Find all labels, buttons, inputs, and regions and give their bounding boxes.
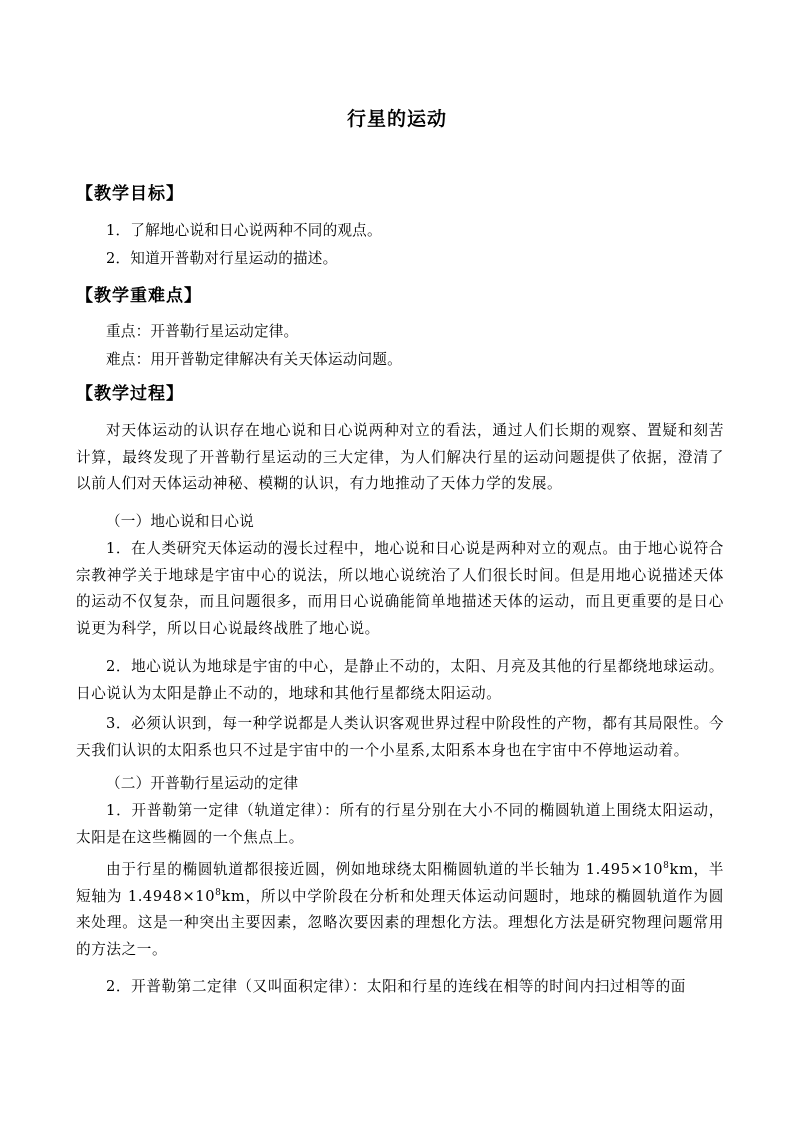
part2-heading: （二）开普勒行星运动的定律 <box>106 775 299 792</box>
goal-item-2: 2．知道开普勒对行星运动的描述。 <box>106 250 338 267</box>
orbit-exponent-1: 8 <box>663 861 670 871</box>
part1-paragraph-3: 3．必须认识到，每一种学说都是人类认识客观世界过程中阶段性的产物，都有其局限性。今天我们认识的太阳系也只不过是宇宙中的一个小星系,太阳系本身也在宇宙中不停地运动着。 <box>76 715 724 759</box>
difficulty-point: 难点：用开普勒定律解决有关天体运动问题。 <box>106 351 402 368</box>
orbit-text-b: km，半短轴为 1.4948×10 <box>76 861 724 905</box>
orbit-paragraph <box>76 857 724 963</box>
process-intro: 对天体运动的认识存在地心说和日心说两种对立的看法，通过人们长期的观察、置疑和刻苦计算，最终发现了开普勒行星运动的三大定律，为人们解决行星的运动问题提供了依据，澄清了以前人们对天体运动神秘、模糊的认识，有力地推动了天体力学的发展。 <box>76 422 724 492</box>
goals-heading: 【教学目标】 <box>76 184 184 204</box>
orbit-exponent-2: 8 <box>215 887 222 898</box>
keypoints-heading: 【教学重难点】 <box>76 286 202 306</box>
goal-item-1: 1．了解地心说和日心说两种不同的观点。 <box>106 222 382 239</box>
part1-heading: （一）地心说和日心说 <box>106 513 254 530</box>
kepler-law-1: 1．开普勒第一定律（轨道定律）：所有的行星分别在大小不同的椭圆轨道上围绕太阳运动，太阳是在这些椭圆的一个焦点上。 <box>76 802 724 846</box>
orbit-text-a: 由于行星的椭圆轨道都很接近圆，例如地球绕太阳椭圆轨道的半长轴为 1.495×10 <box>106 861 664 878</box>
part1-paragraph-1: 1．在人类研究天体运动的漫长过程中，地心说和日心说是两种对立的观点。由于地心说符合宗教神学关于地球是宇宙中心的说法，所以地心说统治了人们很长时间。但是用地心说描述天体的运动不仅复杂，而且问题很多，而用日心说确能简单地描述天体的运动，而且更重要的是日心说更为科学，所以日心说最终战胜了地心说。 <box>76 540 724 637</box>
key-point: 重点：开普勒行星运动定律。 <box>106 323 299 340</box>
kepler-law-2: 2．开普勒第二定律（又叫面积定律）：太阳和行星的连线在相等的时间内扫过相等的面 <box>106 978 686 995</box>
part1-paragraph-2: 2．地心说认为地球是宇宙的中心，是静止不动的，太阳、月亮及其他的行星都绕地球运动。日心说认为太阳是静止不动的，地球和其他行星都绕太阳运动。 <box>76 658 724 702</box>
process-heading: 【教学过程】 <box>76 384 184 404</box>
page-title: 行星的运动 <box>346 108 447 130</box>
orbit-text-c: km，所以中学阶段在分析和处理天体运动问题时，地球的椭圆轨道作为圆来处理。这是一种突出主要因素，忽略次要因素的理想化方法。理想化方法是研究物理问题常用的方法之一。 <box>76 887 724 958</box>
